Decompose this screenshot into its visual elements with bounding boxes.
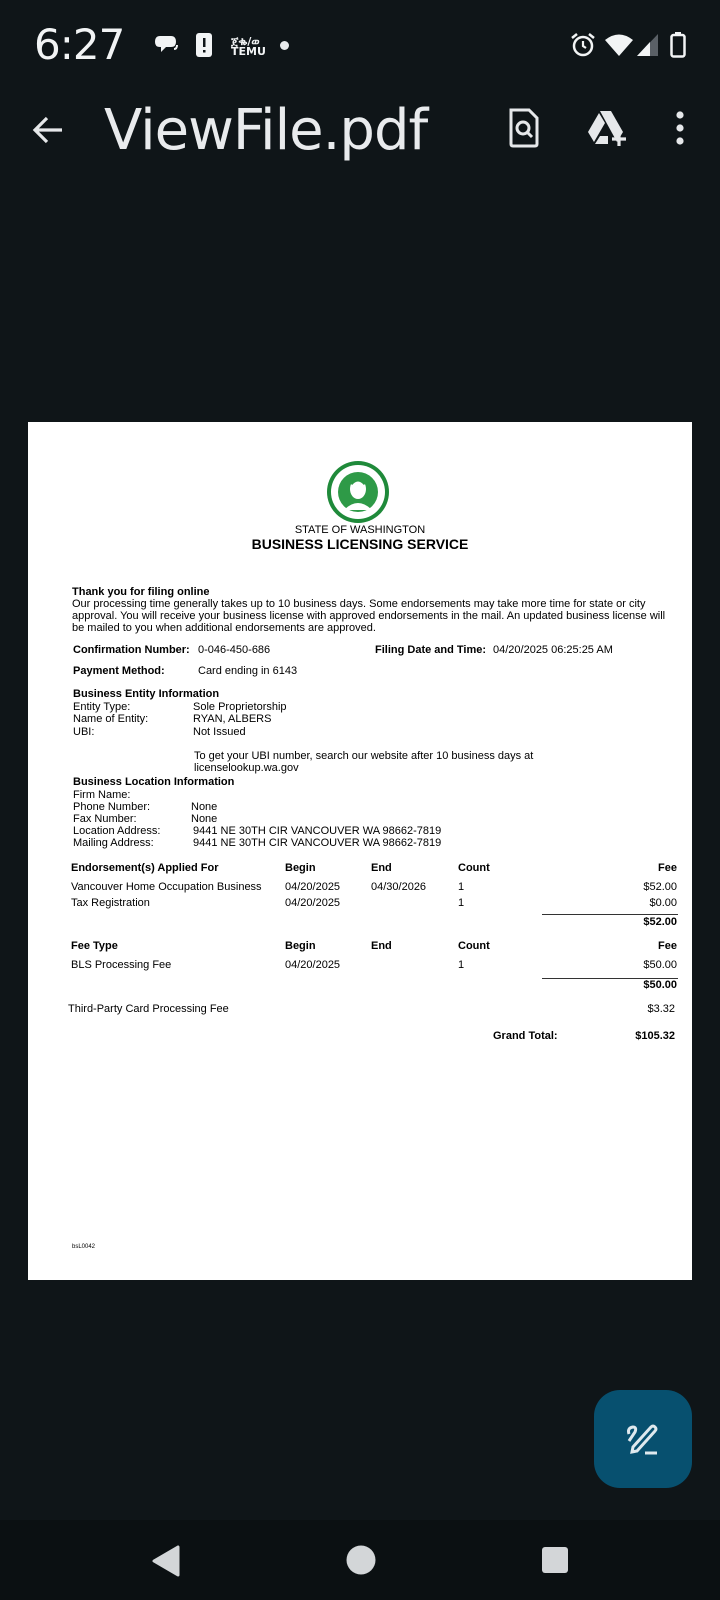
file-title: ViewFile.pdf	[104, 98, 428, 163]
fax-value: None	[191, 813, 218, 825]
table-cell: BLS Processing Fee	[71, 959, 172, 971]
home-circle-icon[interactable]	[345, 1544, 377, 1576]
entity-name-value: RYAN, ALBERS	[193, 713, 272, 725]
table-header: Fee	[658, 940, 677, 952]
table-cell: 04/30/2026	[371, 881, 427, 893]
fax-label: Fax Number:	[73, 813, 137, 825]
table-cell: 1	[458, 959, 465, 971]
third-party-fee-label: Third-Party Card Processing Fee	[68, 1003, 229, 1015]
fees-subtotal: $50.00	[643, 979, 677, 991]
third-party-fee-value: $3.32	[647, 1003, 675, 1015]
find-in-document-icon[interactable]	[506, 108, 542, 148]
phone-label: Phone Number:	[73, 801, 151, 813]
payment-value: Card ending in 6143	[198, 665, 298, 677]
ubi-value: Not Issued	[193, 726, 246, 738]
more-options-icon[interactable]	[672, 108, 688, 148]
dot-icon	[280, 41, 289, 50]
table-header: Count	[458, 940, 490, 952]
table-header: End	[371, 862, 392, 874]
entity-type-label: Entity Type:	[73, 701, 131, 713]
location-address-label: Location Address:	[73, 825, 161, 837]
firm-label: Firm Name:	[73, 789, 131, 801]
table-header: Fee Type	[71, 940, 118, 952]
status-bar	[0, 0, 720, 90]
table-header: Fee	[658, 862, 677, 874]
table-cell: 04/20/2025	[285, 897, 341, 909]
back-arrow-icon[interactable]	[30, 112, 66, 148]
thanks-body: Our processing time generally takes up to 10 business days. Some endorsements may take more time for state or city approval. You will receive your business license with approved endorsements in the mail. An updated business license will be mailed to you when additional endorsements are approved.	[72, 598, 666, 634]
entity-name-label: Name of Entity:	[73, 713, 149, 725]
pdf-page[interactable]	[28, 422, 692, 1280]
table-cell: 04/20/2025	[285, 959, 341, 971]
table-header: Endorsement(s) Applied For	[71, 862, 219, 874]
table-cell: 1	[458, 881, 465, 893]
filing-label: Filing Date and Time:	[375, 644, 487, 656]
signal-icon	[636, 33, 660, 57]
alert-icon	[195, 32, 213, 58]
endorsements-subtotal: $52.00	[643, 916, 677, 928]
entity-type-value: Sole Proprietorship	[193, 701, 287, 713]
confirmation-value: 0-046-450-686	[198, 644, 271, 656]
ubi-note: To get your UBI number, search our website after 10 business days at licenselookup.wa.gov	[194, 750, 534, 774]
table-cell: Vancouver Home Occupation Business	[71, 881, 262, 893]
form-code: bsL0042	[72, 1244, 96, 1250]
chat-bubble-icon	[154, 33, 178, 57]
phone-value: None	[191, 801, 218, 813]
temu-label-line2: TEMU	[231, 45, 266, 58]
mailing-address-value: 9441 NE 30TH CIR VANCOUVER WA 98662-7819	[193, 837, 442, 849]
alarm-icon	[570, 32, 596, 58]
table-cell: 04/20/2025	[285, 881, 341, 893]
table-header: Begin	[285, 862, 316, 874]
table-cell: 1	[458, 897, 465, 909]
clock: 6:27	[34, 20, 125, 69]
temu-icon	[231, 37, 266, 57]
table-header: End	[371, 940, 392, 952]
table-header: Begin	[285, 940, 316, 952]
temu-label-line1: ጀቈ/ወ	[231, 35, 260, 48]
state-line: STATE OF WASHINGTON	[294, 524, 426, 536]
ubi-label: UBI:	[73, 726, 95, 738]
service-title: BUSINESS LICENSING SERVICE	[251, 536, 469, 552]
filing-value: 04/20/2025 06:25:25 AM	[493, 644, 613, 656]
navigation-bar	[0, 1520, 720, 1600]
washington-state-seal-icon	[326, 460, 390, 524]
grand-total-value: $105.32	[635, 1030, 675, 1042]
location-address-value: 9441 NE 30TH CIR VANCOUVER WA 98662-7819	[193, 825, 442, 837]
edit-pen-icon	[623, 1419, 663, 1459]
table-cell: $0.00	[649, 897, 677, 909]
wifi-icon	[604, 33, 634, 57]
grand-total-label: Grand Total:	[493, 1030, 558, 1042]
recents-square-icon[interactable]	[541, 1546, 569, 1574]
add-to-drive-icon[interactable]	[586, 108, 630, 148]
battery-icon	[670, 32, 686, 58]
location-heading: Business Location Information	[73, 776, 235, 788]
thanks-heading: Thank you for filing online	[72, 586, 210, 598]
confirmation-label: Confirmation Number:	[73, 644, 190, 656]
table-header: Count	[458, 862, 490, 874]
table-cell: Tax Registration	[71, 897, 150, 909]
table-cell: $50.00	[643, 959, 677, 971]
edit-fab-button[interactable]	[594, 1390, 692, 1488]
subtotal-rule	[542, 914, 678, 915]
back-triangle-icon[interactable]	[150, 1544, 182, 1578]
entity-heading: Business Entity Information	[73, 688, 220, 700]
mailing-address-label: Mailing Address:	[73, 837, 154, 849]
payment-label: Payment Method:	[73, 665, 165, 677]
table-cell: $52.00	[643, 881, 677, 893]
app-bar	[0, 90, 720, 170]
